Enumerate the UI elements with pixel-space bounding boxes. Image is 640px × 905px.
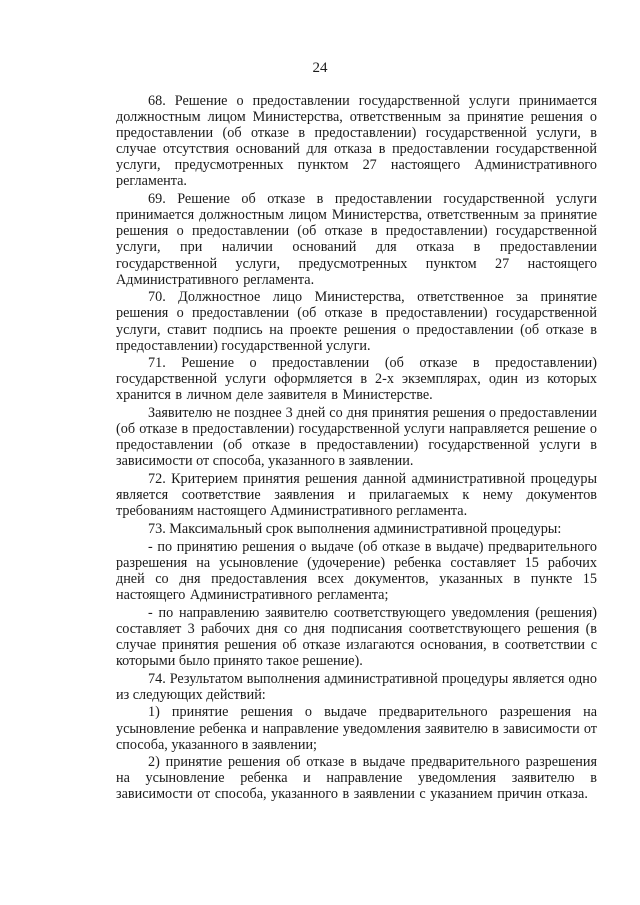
paragraph-74-item-2: 2) принятие решения об отказе в выдаче предварительного разрешения на усыновление ребенка и направление уведомления заявителю в зависимости от способа, указанного в заявлении с указанием причин отказа.: [116, 754, 597, 803]
paragraph-74: 74. Результатом выполнения административной процедуры является одно из следующих действий:: [116, 670, 597, 703]
paragraph-71-notification: Заявителю не позднее 3 дней со дня принятия решения о предоставлении (об отказе в предоставлении) государственной услуги направляется решение о предоставлении (об отказе в предоставлении) государственной услуги в зависимости от способа, указанного в заявлении.: [116, 405, 597, 470]
paragraph-70: 70. Должностное лицо Министерства, ответственное за принятие решения о предоставлении (об отказе в предоставлении) государственной услуги, ставит подпись на проекте решения о предоставлении (об отказе в предоставлении) государственной услуги.: [116, 289, 597, 354]
paragraph-71: 71. Решение о предоставлении (об отказе в предоставлении) государственной услуги оформляется в 2-х экземплярах, один из которых хранится в личном деле заявителя в Министерстве.: [116, 355, 597, 404]
paragraph-73-item-notification: - по направлению заявителю соответствующего уведомления (решения) составляет 3 рабочих дня со дня подписания соответствующего решения (в случае принятия решения об отказе излагаются основания, в соответствии с которыми было принято такое решение).: [116, 604, 597, 669]
paragraph-68: 68. Решение о предоставлении государственной услуги принимается должностным лицом Министерства, ответственным за принятие решения о предоставлении (об отказе в предоставлении) государственной услуги, в случае отсутствия оснований для отказа в предоставлении государственной услуги, предусмотренных пунктом 27 настоящего Административного регламента.: [116, 93, 597, 190]
paragraph-72: 72. Критерием принятия решения данной административной процедуры является соответствие заявления и прилагаемых к нему документов требованиям настоящего Административного регламента.: [116, 471, 597, 520]
document-body: [116, 93, 597, 804]
paragraph-73-item-decision: - по принятию решения о выдаче (об отказе в выдаче) предварительного разрешения на усыновление (удочерение) ребенка составляет 15 рабочих дней со дня предоставления всех документов, указанных в пункте 15 настоящего Административного регламента;: [116, 538, 597, 603]
paragraph-69: 69. Решение об отказе в предоставлении государственной услуги принимается должностным лицом Министерства, ответственным за принятие решения о предоставлении (об отказе в предоставлении) государственной услуги, при наличии оснований для отказа в предоставлении государственной услуги, предусмотренных пунктом 27 настоящего Административного регламента.: [116, 191, 597, 288]
paragraph-73: 73. Максимальный срок выполнения административной процедуры:: [148, 521, 562, 537]
paragraph-74-item-1: 1) принятие решения о выдаче предварительного разрешения на усыновление ребенка и направление уведомления заявителю в зависимости от способа, указанного в заявлении;: [116, 704, 597, 753]
page-number: 24: [312, 60, 328, 76]
